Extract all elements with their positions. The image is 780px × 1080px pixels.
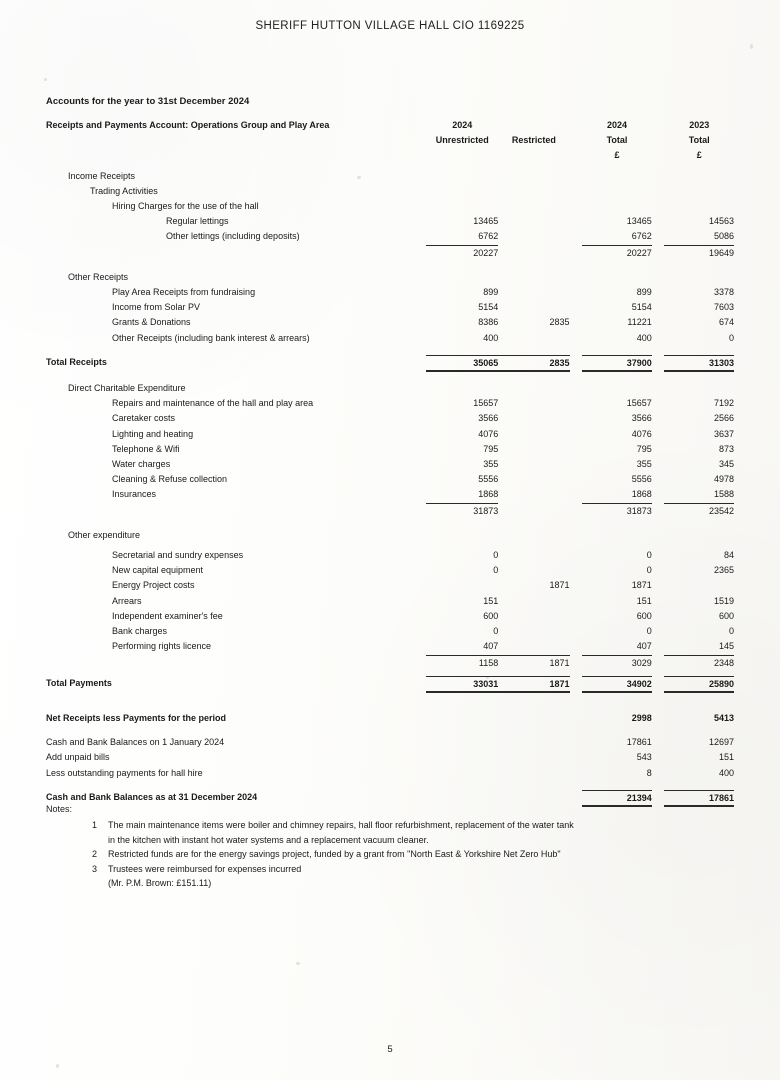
section-label: Direct Charitable Expenditure <box>68 383 186 394</box>
cell-total-2023: 25890 <box>664 676 734 692</box>
cell-total-2024: 34902 <box>582 676 652 692</box>
cell-restricted <box>498 487 569 503</box>
table-row-total-payments <box>46 676 734 692</box>
cell-unrestricted: 13465 <box>473 216 499 227</box>
table-row <box>46 563 734 578</box>
cell-unrestricted: 795 <box>483 443 499 454</box>
note-text: Trustees were reimbursed for expenses incurred <box>108 863 302 874</box>
table-row-closing-balance <box>46 790 734 806</box>
cell-restricted: 2835 <box>549 317 570 328</box>
row-label: Add unpaid bills <box>46 752 110 763</box>
cell-total-2024: 400 <box>636 332 652 343</box>
cell-unrestricted: 5154 <box>478 302 499 313</box>
cell-total-2023: 5413 <box>713 712 734 723</box>
cell-unrestricted: 20227 <box>473 247 499 258</box>
cell-restricted: 1871 <box>549 657 570 668</box>
cell-total-2024: 21394 <box>582 790 652 806</box>
header-2024-total-top: 2024 <box>606 120 627 130</box>
cell-total-2024: 8 <box>646 767 652 778</box>
table-row <box>46 457 734 472</box>
cell-total-2024: 543 <box>636 752 652 763</box>
section-direct-charitable-expenditure <box>46 381 734 396</box>
row-label: Total Payments <box>46 678 112 689</box>
cell-total-2024: 1871 <box>631 580 652 591</box>
row-label: Secretarial and sundry expenses <box>112 550 244 561</box>
cell-restricted <box>498 609 569 624</box>
cell-total-2023: 0 <box>728 626 734 637</box>
note-item <box>92 862 736 877</box>
cell-total-2023: 2365 <box>713 565 734 576</box>
cell-unrestricted: 151 <box>483 595 499 606</box>
cell-unrestricted: 6762 <box>426 229 498 245</box>
row-label: Lighting and heating <box>112 428 194 439</box>
header-unit-2024: £ <box>614 150 620 161</box>
cell-total-2023: 0 <box>728 332 734 343</box>
row-label: Bank charges <box>112 626 168 637</box>
cell-unrestricted <box>426 578 498 593</box>
cell-unrestricted: 0 <box>493 626 499 637</box>
table-header-row-2 <box>46 133 734 148</box>
cell-total-2023: 873 <box>718 443 734 454</box>
cell-total-2023: 31303 <box>664 355 734 371</box>
table-row <box>46 396 734 411</box>
cell-total-2023: 145 <box>664 639 734 655</box>
table-header-row-1 <box>46 118 734 133</box>
cell-unrestricted: 400 <box>483 332 499 343</box>
section-label: Trading Activities <box>90 185 158 196</box>
section-trading-activities <box>46 184 734 199</box>
cell-total-2024: 899 <box>636 287 652 298</box>
cell-total-2023: 151 <box>718 752 734 763</box>
cell-restricted <box>498 472 569 487</box>
table-row-subtotal <box>46 503 734 519</box>
cell-restricted <box>498 396 569 411</box>
table-row <box>46 214 734 229</box>
cell-total-2023: 674 <box>718 317 734 328</box>
cell-restricted <box>498 245 569 261</box>
table-row-subtotal <box>46 655 734 671</box>
cell-total-2023: 84 <box>723 550 734 561</box>
section-income-receipts <box>46 169 734 184</box>
cell-unrestricted: 0 <box>493 565 499 576</box>
row-label: Income from Solar PV <box>112 302 201 313</box>
row-label: Caretaker costs <box>112 413 176 424</box>
cell-restricted <box>498 639 569 655</box>
cell-total-2024: 795 <box>636 443 652 454</box>
table-row <box>46 735 734 750</box>
cell-total-2024: 17861 <box>626 737 652 748</box>
cell-restricted: 1871 <box>498 676 569 692</box>
header-total-2023: Total <box>688 135 710 146</box>
cell-restricted <box>498 624 569 639</box>
table-row-net-receipts <box>46 711 734 726</box>
accounts-heading: Accounts for the year to 31st December 2024 <box>46 96 250 107</box>
cell-total-2024: 600 <box>636 610 652 621</box>
table-row <box>46 548 734 563</box>
row-label: Energy Project costs <box>112 580 195 591</box>
row-label: Repairs and maintenance of the hall and play area <box>112 398 314 409</box>
row-label: Total Receipts <box>46 357 107 368</box>
cell-total-2024: 4076 <box>631 428 652 439</box>
cell-total-2023: 600 <box>718 610 734 621</box>
cell-restricted <box>498 457 569 472</box>
section-other-receipts <box>46 270 734 285</box>
cell-total-2024: 5154 <box>631 302 652 313</box>
note-number: 2 <box>92 849 98 859</box>
header-restricted: Restricted <box>511 135 556 146</box>
cell-unrestricted: 31873 <box>473 505 499 516</box>
cell-restricted <box>498 285 569 300</box>
cell-total-2023: 5086 <box>664 229 734 245</box>
cell-unrestricted: 600 <box>483 610 499 621</box>
cell-restricted <box>498 411 569 426</box>
cell-total-2024: 355 <box>636 459 652 470</box>
note-continuation: in the kitchen with instant hot water systems and a replacement vacuum cleaner. <box>108 834 429 845</box>
cell-unrestricted: 0 <box>493 550 499 561</box>
table-row <box>46 285 734 300</box>
table-row-total-receipts <box>46 355 734 371</box>
table-row <box>46 594 734 609</box>
cell-total-2023: 23542 <box>708 505 734 516</box>
cell-unrestricted: 15657 <box>473 398 499 409</box>
note-item <box>92 818 736 833</box>
row-label: New capital equipment <box>112 565 204 576</box>
cell-restricted: 1871 <box>549 580 570 591</box>
cell-total-2024: 407 <box>582 639 652 655</box>
row-label: Regular lettings <box>166 216 229 227</box>
cell-total-2024: 13465 <box>626 216 652 227</box>
cell-total-2024: 37900 <box>582 355 652 371</box>
note-text: The main maintenance items were boiler and chimney repairs, hall floor refurbishment, replacement of the water tank <box>108 820 574 830</box>
cell-unrestricted: 407 <box>426 639 498 655</box>
cell-total-2024: 0 <box>646 565 652 576</box>
cell-restricted <box>498 331 569 346</box>
row-label <box>46 503 426 519</box>
table-row <box>46 300 734 315</box>
row-label: Cash and Bank Balances as at 31 December 2024 <box>46 792 258 803</box>
cell-unrestricted: 33031 <box>426 676 498 692</box>
section-label: Other Receipts <box>68 271 129 282</box>
cell-total-2024: 11221 <box>627 317 652 328</box>
row-label: Water charges <box>112 459 171 470</box>
cell-total-2023 <box>664 578 734 593</box>
cell-restricted <box>498 427 569 442</box>
section-label: Income Receipts <box>68 170 136 181</box>
cell-restricted: 2835 <box>498 355 569 371</box>
cell-total-2024: 2998 <box>631 712 652 723</box>
cell-total-2023: 7192 <box>713 398 734 409</box>
row-label: Insurances <box>112 489 157 500</box>
table-row <box>46 624 734 639</box>
cell-unrestricted: 355 <box>483 459 499 470</box>
header-2023-total-top: 2023 <box>689 120 710 130</box>
cell-restricted <box>498 503 569 519</box>
cell-total-2023: 400 <box>718 767 734 778</box>
table-row <box>46 331 734 346</box>
cell-unrestricted: 3566 <box>478 413 499 424</box>
page-title: SHERIFF HUTTON VILLAGE HALL CIO 1169225 <box>255 20 525 32</box>
note-text: Restricted funds are for the energy savings project, funded by a grant from "North East & Yorkshire Net Zero Hub" <box>108 849 561 859</box>
cell-total-2024: 1868 <box>582 487 652 503</box>
cell-total-2024: 5556 <box>631 474 652 485</box>
cell-restricted <box>498 594 569 609</box>
cell-total-2024: 151 <box>636 595 652 606</box>
cell-total-2024: 31873 <box>626 505 652 516</box>
row-label: Cleaning & Refuse collection <box>112 474 228 485</box>
cell-total-2024: 0 <box>646 550 652 561</box>
table-row <box>46 442 734 457</box>
table-row <box>46 315 734 330</box>
section-other-expenditure <box>46 528 734 543</box>
cell-total-2024: 15657 <box>626 398 652 409</box>
row-label: Less outstanding payments for hall hire <box>46 767 203 778</box>
cell-total-2023: 12697 <box>708 737 734 748</box>
section-label: Other expenditure <box>68 529 141 540</box>
cell-restricted <box>498 442 569 457</box>
cell-total-2023: 19649 <box>708 247 734 258</box>
cell-total-2023: 14563 <box>708 216 734 227</box>
row-label: Arrears <box>112 595 142 606</box>
row-label: Net Receipts less Payments for the period <box>46 712 227 723</box>
section-hiring-charges <box>46 199 734 214</box>
receipts-and-payments-table <box>46 118 734 807</box>
section-label: Hiring Charges for the use of the hall <box>112 201 259 212</box>
cell-unrestricted: 1158 <box>478 657 499 668</box>
cell-restricted <box>498 214 569 229</box>
cell-total-2023: 7603 <box>713 302 734 313</box>
table-row <box>46 487 734 503</box>
cell-restricted <box>498 563 569 578</box>
table-row <box>46 427 734 442</box>
notes-section <box>46 818 736 891</box>
cell-unrestricted: 35065 <box>426 355 498 371</box>
cell-unrestricted: 1868 <box>426 487 498 503</box>
table-row <box>46 609 734 624</box>
table-row <box>46 472 734 487</box>
table-row <box>46 229 734 245</box>
table-row <box>46 411 734 426</box>
cell-total-2023: 1519 <box>713 595 734 606</box>
row-label: Telephone & Wifi <box>112 443 180 454</box>
note-number: 3 <box>92 863 98 874</box>
row-label: Grants & Donations <box>112 317 191 328</box>
row-label <box>46 655 426 671</box>
header-unit-2023: £ <box>696 150 702 161</box>
cell-unrestricted: 5556 <box>478 474 499 485</box>
row-label: Independent examiner's fee <box>112 610 223 621</box>
cell-total-2024: 20227 <box>626 247 652 258</box>
cell-unrestricted: 899 <box>483 287 499 298</box>
table-row <box>46 639 734 655</box>
note-number: 1 <box>92 820 98 830</box>
note-continuation: (Mr. P.M. Brown: £151.11) <box>108 878 212 888</box>
cell-total-2023: 17861 <box>664 790 734 806</box>
row-label <box>46 245 426 261</box>
cell-total-2023: 3637 <box>713 428 734 439</box>
table-header-row-3 <box>46 148 734 163</box>
header-total-2024: Total <box>606 135 628 146</box>
cell-unrestricted: 4076 <box>478 428 499 439</box>
table-row-subtotal <box>46 245 734 261</box>
cell-total-2023: 2566 <box>713 413 734 424</box>
header-restricted-top <box>498 118 569 133</box>
cell-total-2023: 3378 <box>713 287 734 298</box>
row-label: Other Receipts (including bank interest & arrears) <box>112 332 310 343</box>
account-heading-cell: Receipts and Payments Account: Operations Group and Play Area <box>46 120 330 130</box>
cell-restricted <box>498 548 569 563</box>
cell-unrestricted: 8386 <box>478 317 499 328</box>
table-row <box>46 578 734 593</box>
cell-total-2023: 4978 <box>713 474 734 485</box>
cell-total-2023: 2348 <box>713 657 734 668</box>
cell-restricted <box>498 300 569 315</box>
cell-total-2024: 3029 <box>631 657 652 668</box>
table-row <box>46 750 734 765</box>
cell-total-2024: 0 <box>646 626 652 637</box>
table-row <box>46 766 734 781</box>
notes-label: Notes: <box>46 804 73 814</box>
cell-total-2023: 1588 <box>664 487 734 503</box>
cell-total-2023: 345 <box>718 459 734 470</box>
row-label: Performing rights licence <box>112 641 212 652</box>
row-label: Cash and Bank Balances on 1 January 2024 <box>46 737 225 748</box>
header-2024-unrestricted-top: 2024 <box>452 120 473 130</box>
cell-total-2024: 3566 <box>631 413 652 424</box>
row-label: Play Area Receipts from fundraising <box>112 287 256 298</box>
header-unrestricted: Unrestricted <box>435 135 489 146</box>
cell-restricted <box>498 229 569 245</box>
cell-total-2024: 6762 <box>582 229 652 245</box>
row-label: Other lettings (including deposits) <box>166 231 300 242</box>
page-number: 5 <box>387 1044 393 1055</box>
note-item <box>92 847 736 862</box>
